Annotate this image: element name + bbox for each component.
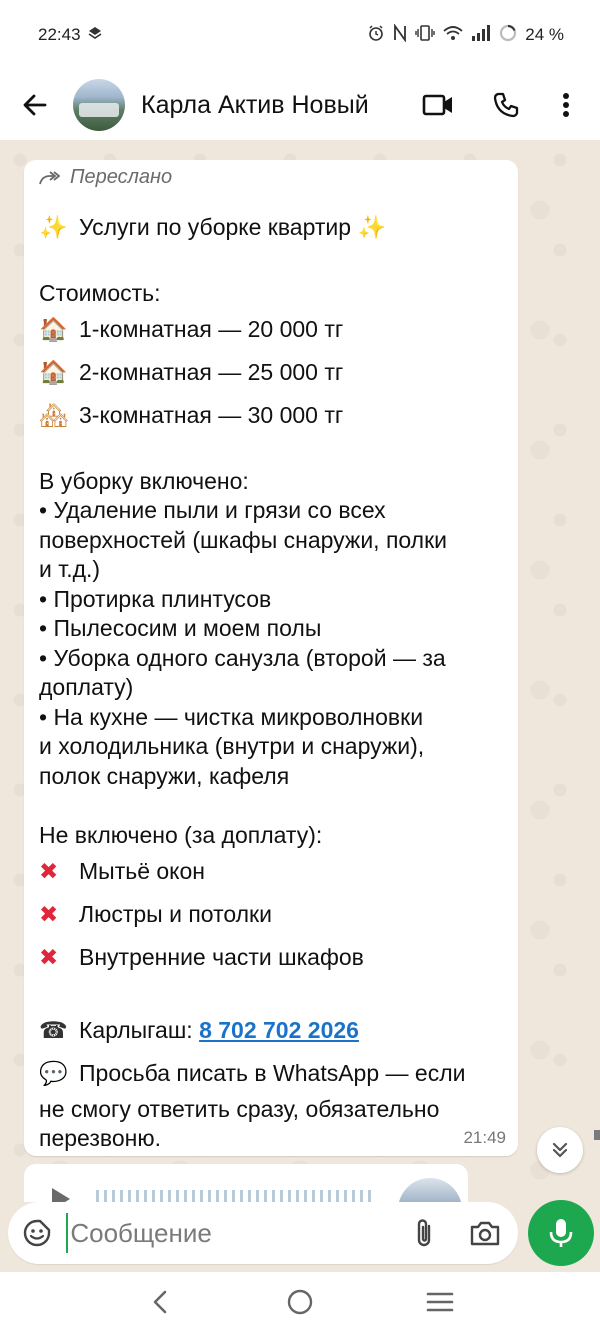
stack-icon xyxy=(87,25,103,46)
more-options-button[interactable] xyxy=(546,85,586,125)
scrollbar-thumb[interactable] xyxy=(594,1130,600,1140)
battery-icon xyxy=(499,24,517,47)
back-button[interactable] xyxy=(15,85,55,125)
recents-icon xyxy=(426,1290,454,1314)
message-text xyxy=(39,206,509,1154)
house-icon: 🏠 xyxy=(39,317,68,343)
back-arrow-icon xyxy=(21,91,49,119)
sticker-emoji-icon xyxy=(22,1218,52,1248)
speech-bubble-icon: 💬 xyxy=(39,1060,68,1087)
double-chevron-down-icon xyxy=(549,1139,571,1161)
note-line: 💬 Просьба писать в WhatsApp — если xyxy=(39,1052,509,1095)
sparkles-icon: ✨ xyxy=(39,215,68,241)
price-item: 🏠 2-комнатная — 25 000 тг xyxy=(39,351,509,394)
next-message-bubble[interactable] xyxy=(24,1164,468,1202)
included-line: полок снаружи, кафеля xyxy=(39,762,290,789)
video-call-button[interactable] xyxy=(418,85,458,125)
excluded-heading: Не включено (за доплату): xyxy=(39,821,323,848)
chat-area[interactable] xyxy=(0,140,600,1202)
cross-mark-icon: ✖ xyxy=(39,902,59,928)
included-line: доплату) xyxy=(39,674,134,700)
telephone-icon: ☎ xyxy=(39,1017,68,1044)
status-time: 22:43 xyxy=(38,25,81,44)
forwarded-indicator xyxy=(38,166,172,189)
vibrate-icon xyxy=(415,24,435,47)
note-line: не смогу ответить сразу, обязательно xyxy=(39,1095,440,1122)
note-line: перезвоню. xyxy=(39,1125,161,1151)
status-bar xyxy=(0,0,600,70)
contact-name[interactable]: Карла Актив Новый xyxy=(141,90,369,119)
contact-line xyxy=(39,1009,509,1052)
camera-button[interactable] xyxy=(466,1213,504,1253)
phone-call-icon xyxy=(492,91,520,119)
nav-recents-button[interactable] xyxy=(415,1277,465,1327)
cross-mark-icon: ✖ xyxy=(39,945,59,971)
chat-header xyxy=(0,70,600,140)
attach-button[interactable] xyxy=(405,1213,443,1253)
battery-percent: 24 % xyxy=(525,25,564,44)
voice-waveform xyxy=(96,1190,376,1202)
houses-icon: 🏘 xyxy=(39,403,69,429)
chevron-left-icon xyxy=(150,1289,170,1315)
video-call-icon xyxy=(422,93,454,117)
included-line: • Уборка одного санузла (второй — за xyxy=(39,644,446,671)
signal-icon xyxy=(471,24,491,47)
cost-heading: Стоимость: xyxy=(39,279,161,306)
included-line: • Удаление пыли и грязи со всех xyxy=(39,497,386,523)
excluded-item: ✖ Мытьё окон xyxy=(39,850,509,893)
house-icon: 🏠 xyxy=(39,360,68,386)
system-nav-bar xyxy=(0,1272,600,1332)
forwarded-label: Переслано xyxy=(70,166,173,188)
sparkles-icon: ✨ xyxy=(357,215,387,241)
paperclip-icon xyxy=(413,1217,435,1249)
play-icon[interactable] xyxy=(52,1188,70,1202)
cross-mark-icon: ✖ xyxy=(39,859,59,885)
excluded-item: ✖ Внутренние части шкафов xyxy=(39,936,509,979)
nav-back-button[interactable] xyxy=(135,1277,185,1327)
more-vert-icon xyxy=(562,92,570,118)
avatar[interactable] xyxy=(73,79,125,131)
message-bubble[interactable] xyxy=(24,160,518,1156)
microphone-icon xyxy=(548,1217,574,1249)
forwarded-icon xyxy=(38,170,60,186)
phone-link[interactable]: 8 702 702 2026 xyxy=(199,1016,359,1043)
voice-avatar xyxy=(398,1178,462,1202)
included-line: поверхностей (шкафы снаружи, полки xyxy=(39,526,448,553)
wifi-icon xyxy=(443,24,463,47)
message-composer xyxy=(8,1202,518,1264)
emoji-button[interactable] xyxy=(18,1213,56,1253)
scroll-down-button[interactable] xyxy=(537,1127,583,1173)
included-line: и холодильника (внутри и снаружи), xyxy=(39,733,425,759)
price-item: 🏠 1-комнатная — 20 000 тг xyxy=(39,308,509,351)
message-title-line xyxy=(39,206,509,249)
included-line: • Пылесосим и моем полы xyxy=(39,615,322,641)
contact-label: Карлыгаш: xyxy=(79,1016,193,1043)
included-line: • На кухне — чистка микроволновки xyxy=(39,703,424,730)
message-input[interactable] xyxy=(66,1213,405,1253)
included-heading: В уборку включено: xyxy=(39,467,249,494)
message-title: Услуги по уборке квартир xyxy=(79,214,352,240)
price-item: 🏘 3-комнатная — 30 000 тг xyxy=(39,394,509,437)
included-line: и т.д.) xyxy=(39,556,101,582)
included-line: • Протирка плинтусов xyxy=(39,585,272,612)
camera-icon xyxy=(469,1219,501,1247)
message-time: 21:49 xyxy=(463,1128,506,1147)
excluded-item: ✖ Люстры и потолки xyxy=(39,893,509,936)
alarm-icon xyxy=(367,24,385,47)
nfc-icon xyxy=(393,24,407,47)
nav-home-button[interactable] xyxy=(275,1277,325,1327)
voice-call-button[interactable] xyxy=(486,85,526,125)
voice-record-button[interactable] xyxy=(528,1200,594,1266)
home-circle-icon xyxy=(286,1288,314,1316)
